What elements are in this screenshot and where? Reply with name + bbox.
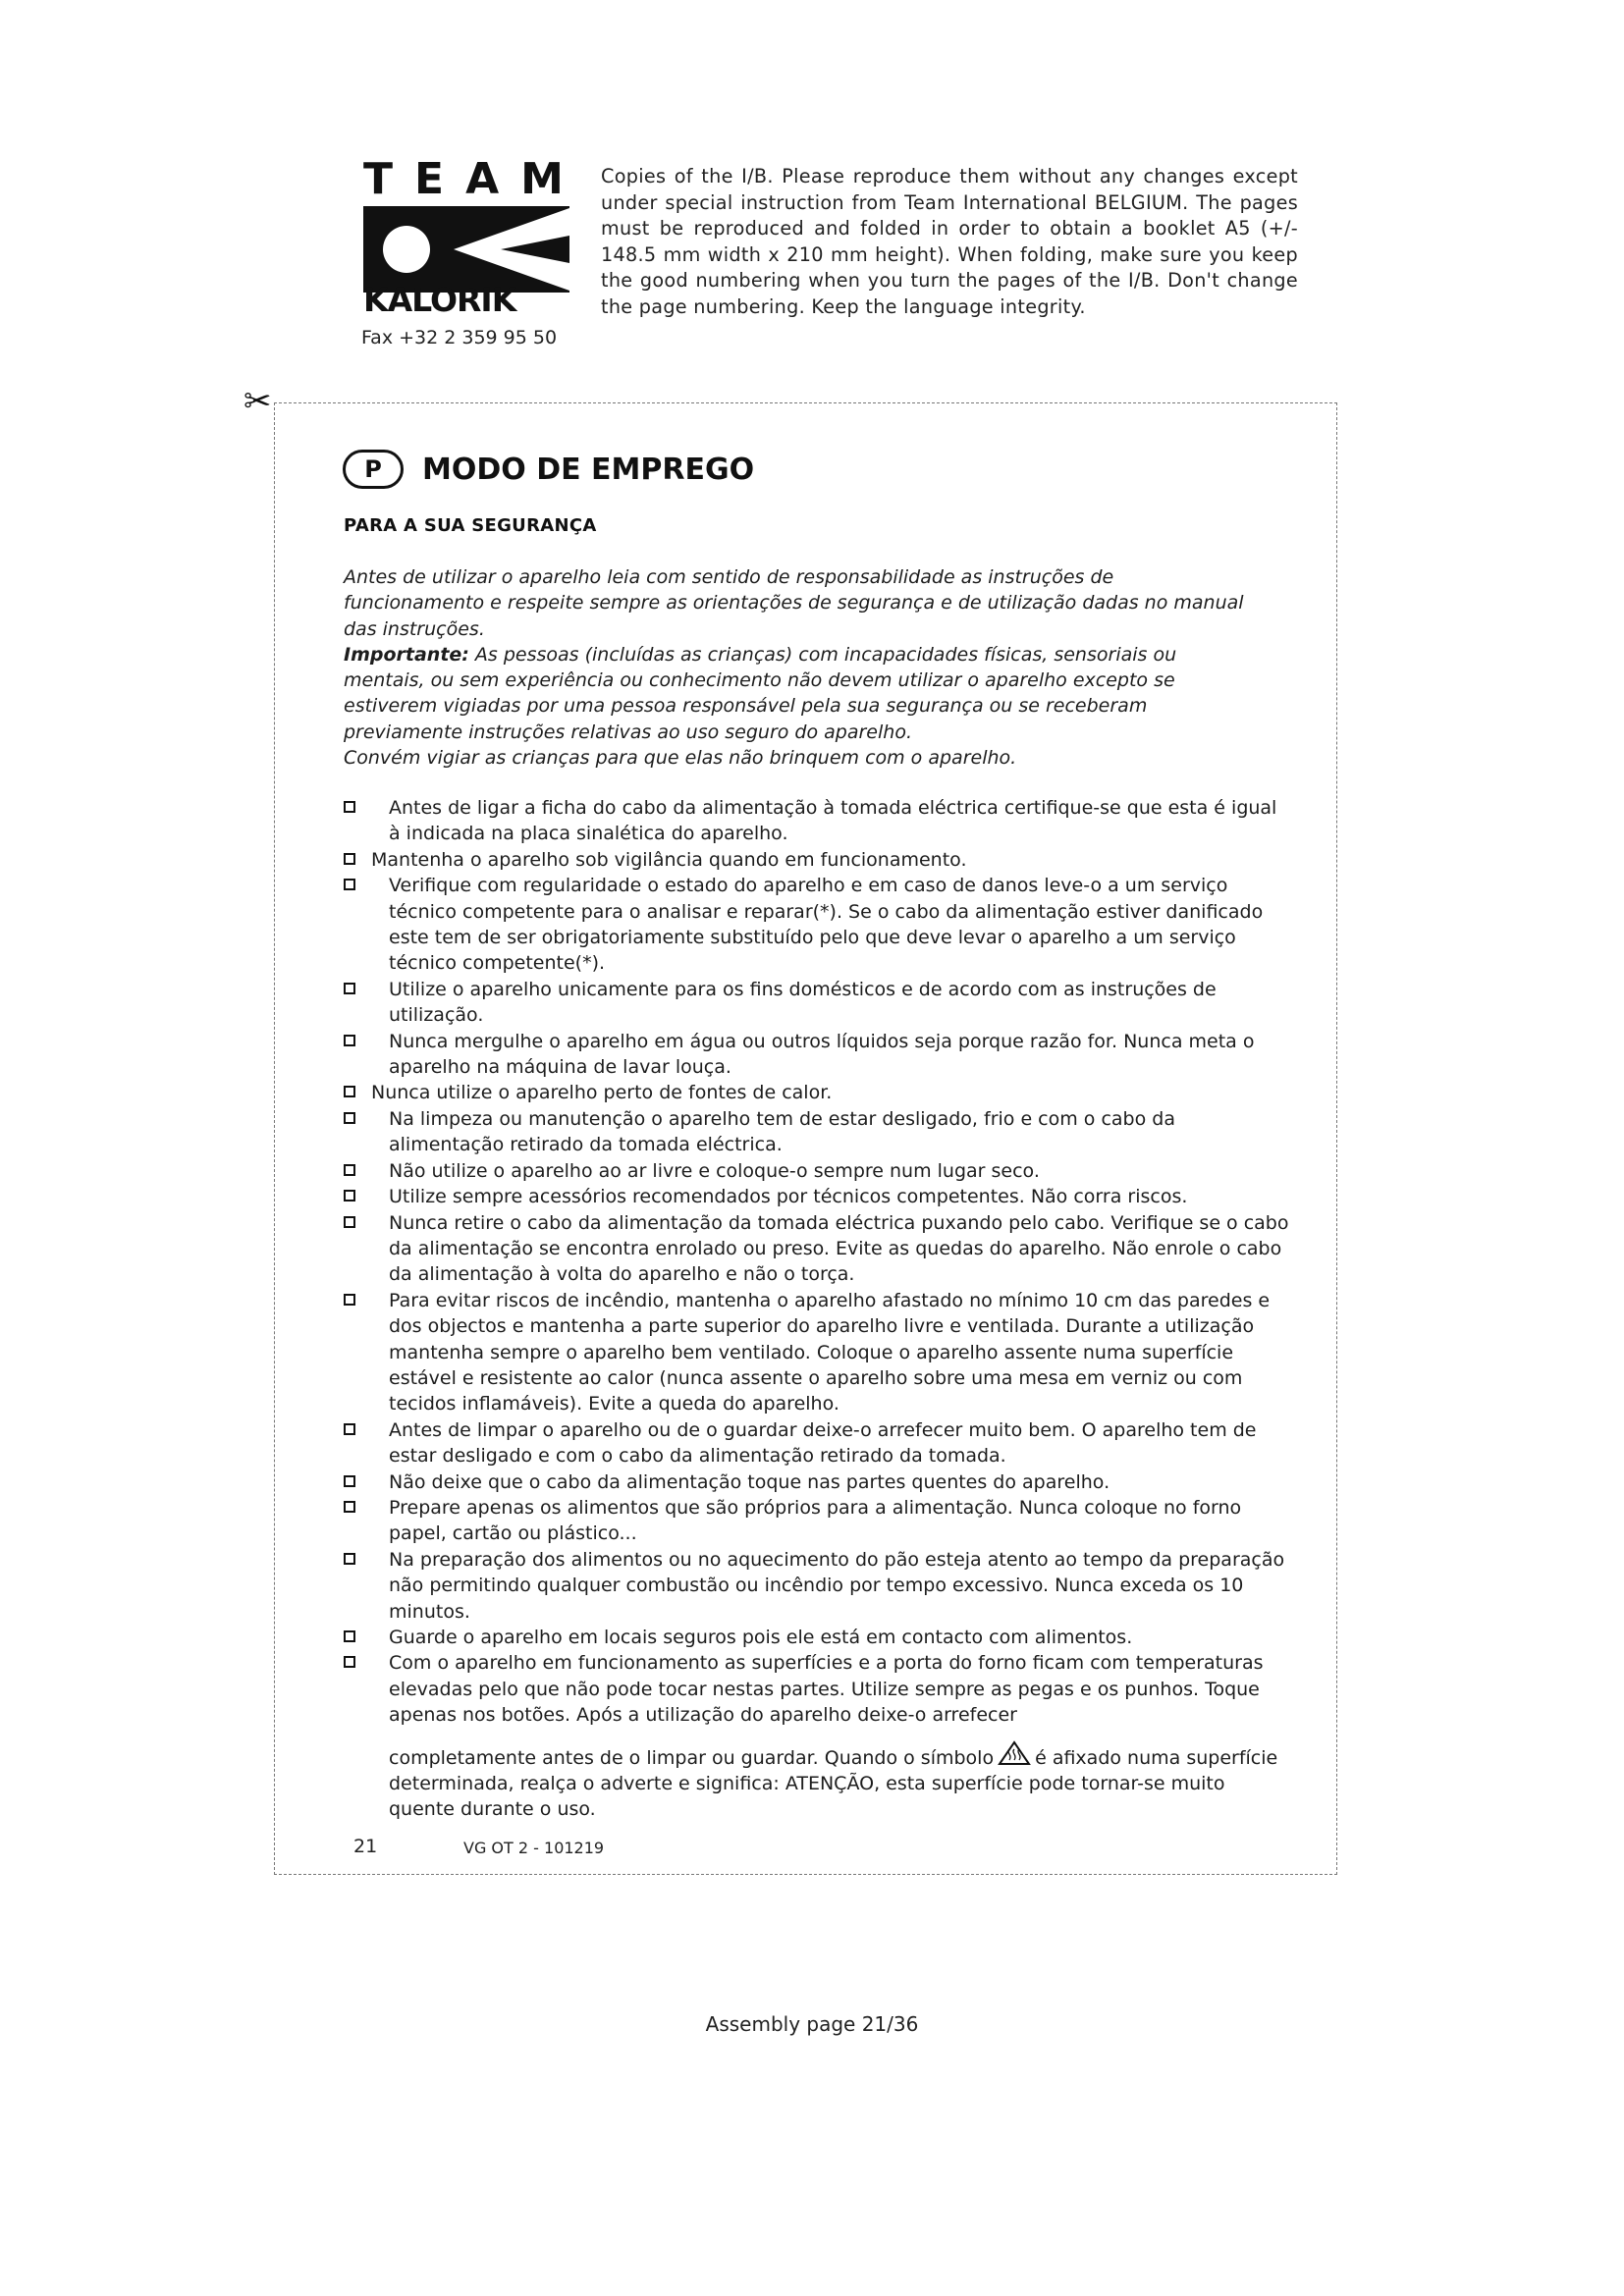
important-label: Importante: bbox=[344, 643, 469, 666]
checkbox-bullet-icon bbox=[344, 1294, 355, 1306]
list-item: Mantenha o aparelho sob vigilância quando em funcionamento. bbox=[342, 847, 1294, 873]
model-code: VG OT 2 - 101219 bbox=[463, 1839, 605, 1857]
page-number: 21 bbox=[353, 1836, 378, 1857]
checkbox-bullet-icon bbox=[344, 853, 355, 865]
checkbox-bullet-icon bbox=[344, 1553, 355, 1565]
list-item: Antes de ligar a ficha do cabo da alimentação à tomada eléctrica certifique-se que esta é igual à indicada na placa sinalética do aparelho. bbox=[342, 795, 1294, 847]
checkbox-bullet-icon bbox=[344, 1035, 355, 1046]
important-paragraph bbox=[344, 642, 1257, 745]
section-title: MODO DE EMPREGO bbox=[422, 453, 755, 487]
list-item: Não utilize o aparelho ao ar livre e coloque-o sempre num lugar seco. bbox=[342, 1158, 1294, 1184]
checkbox-bullet-icon bbox=[344, 1112, 355, 1124]
list-item: Antes de limpar o aparelho ou de o guardar deixe-o arrefecer muito bem. O aparelho tem de estar desligado e com o cabo da alimentação retirado da tomada. bbox=[342, 1417, 1294, 1469]
intro-paragraph: Antes de utilizar o aparelho leia com sentido de responsabilidade as instruções de funcionamento e respeite sempre as orientações de segurança e de utilização dadas no manual das instruções. bbox=[344, 566, 1244, 640]
fax-number: Fax +32 2 359 95 50 bbox=[361, 327, 558, 348]
list-item: Utilize o aparelho unicamente para os fins domésticos e de acordo com as instruções de utilização. bbox=[342, 977, 1294, 1029]
list-item: Nunca retire o cabo da alimentação da tomada eléctrica puxando pelo cabo. Verifique se o cabo da alimentação se encontra enrolado ou preso. Evite as quedas do aparelho. Não enrole o cabo da alimentação à volta do aparelho e não o torça. bbox=[342, 1210, 1294, 1288]
logo-k-mark-icon bbox=[363, 206, 569, 293]
checkbox-bullet-icon bbox=[344, 1630, 355, 1642]
list-item: Verifique com regularidade o estado do aparelho e em caso de danos leve-o a um serviço técnico competente para o analisar e reparar(*). Se o cabo da alimentação estiver danificado este tem de ser obrigatoriamente substituído pelo que deve levar o aparelho a um serviço técnico competente(*). bbox=[342, 873, 1294, 977]
list-item: Utilize sempre acessórios recomendados por técnicos competentes. Não corra riscos. bbox=[342, 1184, 1294, 1209]
scissors-icon: ✂ bbox=[244, 382, 272, 421]
checkbox-bullet-icon bbox=[344, 879, 355, 890]
important-text: As pessoas (incluídas as crianças) com incapacidades físicas, sensoriais ou mentais, ou sem experiência ou conhecimento não devem utilizar o aparelho excepto se estiverem vigiadas por uma pessoa responsável pela sua segurança ou se receberam previamente instruções relativas ao uso seguro do aparelho. bbox=[344, 643, 1177, 743]
list-item: Na limpeza ou manutenção o aparelho tem de estar desligado, frio e com o cabo da alimentação retirado da tomada eléctrica. bbox=[342, 1106, 1294, 1158]
list-item: Não deixe que o cabo da alimentação toque nas partes quentes do aparelho. bbox=[342, 1469, 1294, 1495]
section-subtitle: PARA A SUA SEGURANÇA bbox=[344, 515, 597, 536]
checkbox-bullet-icon bbox=[344, 1423, 355, 1435]
checkbox-bullet-icon bbox=[344, 1475, 355, 1487]
checkbox-bullet-icon bbox=[344, 1656, 355, 1668]
list-item: Com o aparelho em funcionamento as superfícies e a porta do forno ficam com temperaturas elevadas pelo que não pode tocar nestas partes. Utilize sempre as pegas e os punhos. Toque apenas nos botões. Após a utilização do aparelho deixe-o arrefecer completamente antes de o limpar ou guardar. Quando o símbolo é afixado numa superfície determinada, realça o adverte e significa: ATENÇÃO, esta superfície pode tornar-se muito quente durante o uso. bbox=[342, 1650, 1294, 1822]
checkbox-bullet-icon bbox=[344, 1216, 355, 1228]
checkbox-bullet-icon bbox=[344, 801, 355, 813]
hot-surface-warning-icon bbox=[998, 1740, 1031, 1766]
language-badge: P bbox=[343, 450, 404, 489]
list-item: Nunca utilize o aparelho perto de fontes de calor. bbox=[342, 1080, 1294, 1105]
safety-bullet-list bbox=[342, 795, 1294, 1823]
reproduction-instructions: Copies of the I/B. Please reproduce them without any changes except under special instruction from Team International BELGIUM. The pages must be reproduced and folded in order to obtain a booklet A5 (+/- 148.5 mm width x 210 mm height). When folding, make sure you keep the good numbering when you turn the pages of the I/B. Don't change the page numbering. Keep the language integrity. bbox=[601, 165, 1298, 318]
list-item: Na preparação dos alimentos ou no aquecimento do pão esteja atento ao tempo da preparação não permitindo qualquer combustão ou incêndio por tempo excessivo. Nunca exceda os 10 minutos. bbox=[342, 1547, 1294, 1625]
team-kalorik-logo bbox=[363, 154, 585, 319]
list-item: Nunca mergulhe o aparelho em água ou outros líquidos seja porque razão for. Nunca meta o aparelho na máquina de lavar louça. bbox=[342, 1029, 1294, 1081]
logo-kalorik-text: KALORIK bbox=[363, 281, 516, 319]
children-paragraph: Convém vigiar as crianças para que elas não brinquem com o aparelho. bbox=[344, 747, 1017, 770]
checkbox-bullet-icon bbox=[344, 1501, 355, 1513]
assembly-page-label: Assembly page 21/36 bbox=[705, 2012, 919, 2036]
intro-text bbox=[344, 564, 1257, 771]
checkbox-bullet-icon bbox=[344, 1086, 355, 1097]
list-item: Para evitar riscos de incêndio, mantenha o aparelho afastado no mínimo 10 cm das paredes e dos objectos e mantenha a parte superior do aparelho livre e ventilada. Durante a utilização mantenha sempre o aparelho bem ventilado. Coloque o aparelho assente numa superfície estável e resistente ao calor (nunca assente o aparelho sobre uma mesa em verniz ou com tecidos inflamáveis). Evite a queda do aparelho. bbox=[342, 1288, 1294, 1417]
logo-team-text: TEAM bbox=[363, 154, 585, 204]
checkbox-bullet-icon bbox=[344, 1190, 355, 1201]
checkbox-bullet-icon bbox=[344, 983, 355, 994]
list-item: Guarde o aparelho em locais seguros pois ele está em contacto com alimentos. bbox=[342, 1625, 1294, 1650]
list-item: Prepare apenas os alimentos que são próprios para a alimentação. Nunca coloque no forno papel, cartão ou plástico... bbox=[342, 1495, 1294, 1547]
checkbox-bullet-icon bbox=[344, 1164, 355, 1176]
